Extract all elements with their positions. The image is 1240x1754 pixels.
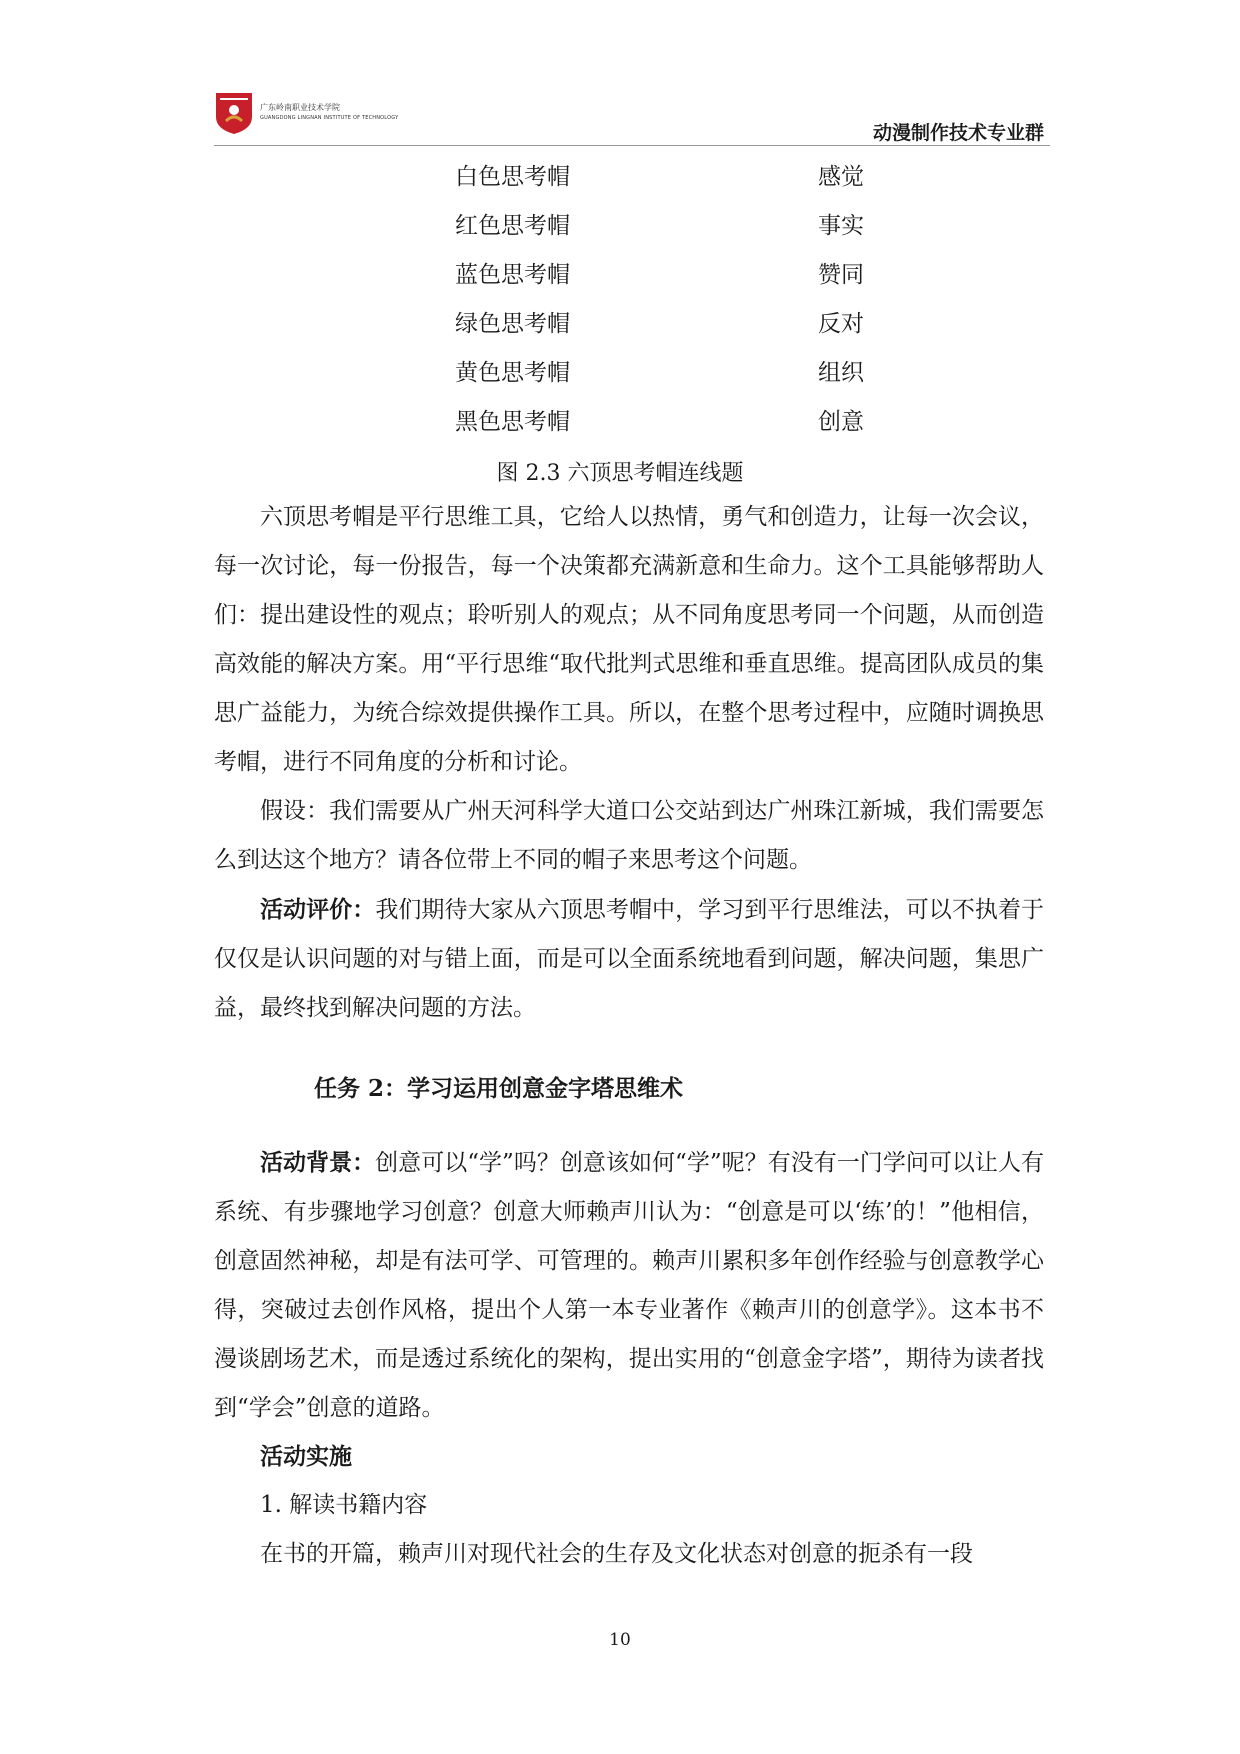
school-emblem-icon bbox=[214, 91, 254, 135]
trait-label: 组织 bbox=[818, 360, 864, 386]
matching-row bbox=[0, 158, 1240, 198]
background-label: 活动背景： bbox=[260, 1149, 376, 1176]
hat-label: 蓝色思考帽 bbox=[455, 262, 570, 288]
trait-label: 赞同 bbox=[818, 262, 864, 288]
page-number: 10 bbox=[609, 1630, 631, 1650]
matching-row bbox=[0, 354, 1240, 394]
trait-label: 创意 bbox=[818, 409, 864, 435]
hat-label: 白色思考帽 bbox=[455, 164, 570, 190]
matching-row bbox=[0, 256, 1240, 296]
evaluation-label: 活动评价： bbox=[260, 896, 376, 923]
hat-label: 黑色思考帽 bbox=[455, 409, 570, 435]
logo-english-name: GUANGDONG LINGNAN INSTITUTE OF TECHNOLOGY bbox=[260, 115, 399, 121]
paragraph-six-hats-intro: 六顶思考帽是平行思维工具，它给人以热情，勇气和创造力，让每一次会议，每一次讨论，每一份报告，每一个决策都充满新意和生命力。这个工具能够帮助人们：提出建设性的观点；聆听别人的观点；从不同角度思考同一个问题，从而创造高效能的解决方案。用“平行思维“取代批判式思维和垂直思维。提高团队成员的集思广益能力，为统合综效提供操作工具。所以，在整个思考过程中，应随时调换思考帽，进行不同角度的分析和讨论。 bbox=[214, 504, 1044, 775]
evaluation-text: 我们期待大家从六顶思考帽中，学习到平行思维法，可以不执着于仅仅是认识问题的对与错上面，而是可以全面系统地看到问题，解决问题，集思广益，最终找到解决问题的方法。 bbox=[214, 897, 1045, 1021]
task-heading: 任务 2：学习运用创意金字塔思维术 bbox=[314, 1075, 684, 1102]
section-label-implementation: 活动实施 bbox=[260, 1443, 352, 1470]
matching-row bbox=[0, 207, 1240, 247]
paragraph-book-opening: 在书的开篇，赖声川对现代社会的生存及文化状态对创意的扼杀有一段 bbox=[260, 1541, 973, 1567]
paragraph-assumption: 假设：我们需要从广州天河科学大道口公交站到达广州珠江新城，我们需要怎么到达这个地方？请各位带上不同的帽子来思考这个问题。 bbox=[214, 798, 1044, 873]
hat-label: 黄色思考帽 bbox=[455, 360, 570, 386]
figure-caption: 图 2.3 六顶思考帽连线题 bbox=[496, 461, 744, 486]
matching-row bbox=[0, 305, 1240, 345]
school-logo bbox=[214, 91, 398, 135]
background-text: 创意可以“学”吗？创意该如何“学”呢？有没有一门学问可以让人有系统、有步骤地学习创意？创意大师赖声川认为：“创意是可以‘练’的！”他相信，创意固然神秘，却是有法可学、可管理的。赖声川累积多年创作经验与创意教学心得，突破过去创作风格，提出个人第一本专业著作《赖声川的创意学》。这本书不漫谈剧场艺术，而是透过系统化的架构，提出实用的“创意金字塔”，期待为读者找到“学会”创意的道路。 bbox=[214, 1150, 1044, 1421]
paragraph-evaluation bbox=[214, 885, 1044, 1033]
logo-chinese-name: 广东岭南职业技术学院 bbox=[260, 103, 340, 112]
header-title: 动漫制作技术专业群 bbox=[872, 122, 1044, 144]
hat-label: 绿色思考帽 bbox=[455, 311, 570, 337]
numbered-item: 1. 解读书籍内容 bbox=[260, 1492, 428, 1518]
paragraph-background bbox=[214, 1138, 1044, 1433]
trait-label: 事实 bbox=[818, 213, 864, 239]
hat-label: 红色思考帽 bbox=[455, 213, 570, 239]
trait-label: 反对 bbox=[818, 311, 864, 337]
header-divider bbox=[214, 145, 1050, 146]
trait-label: 感觉 bbox=[818, 164, 864, 190]
matching-row bbox=[0, 403, 1240, 443]
